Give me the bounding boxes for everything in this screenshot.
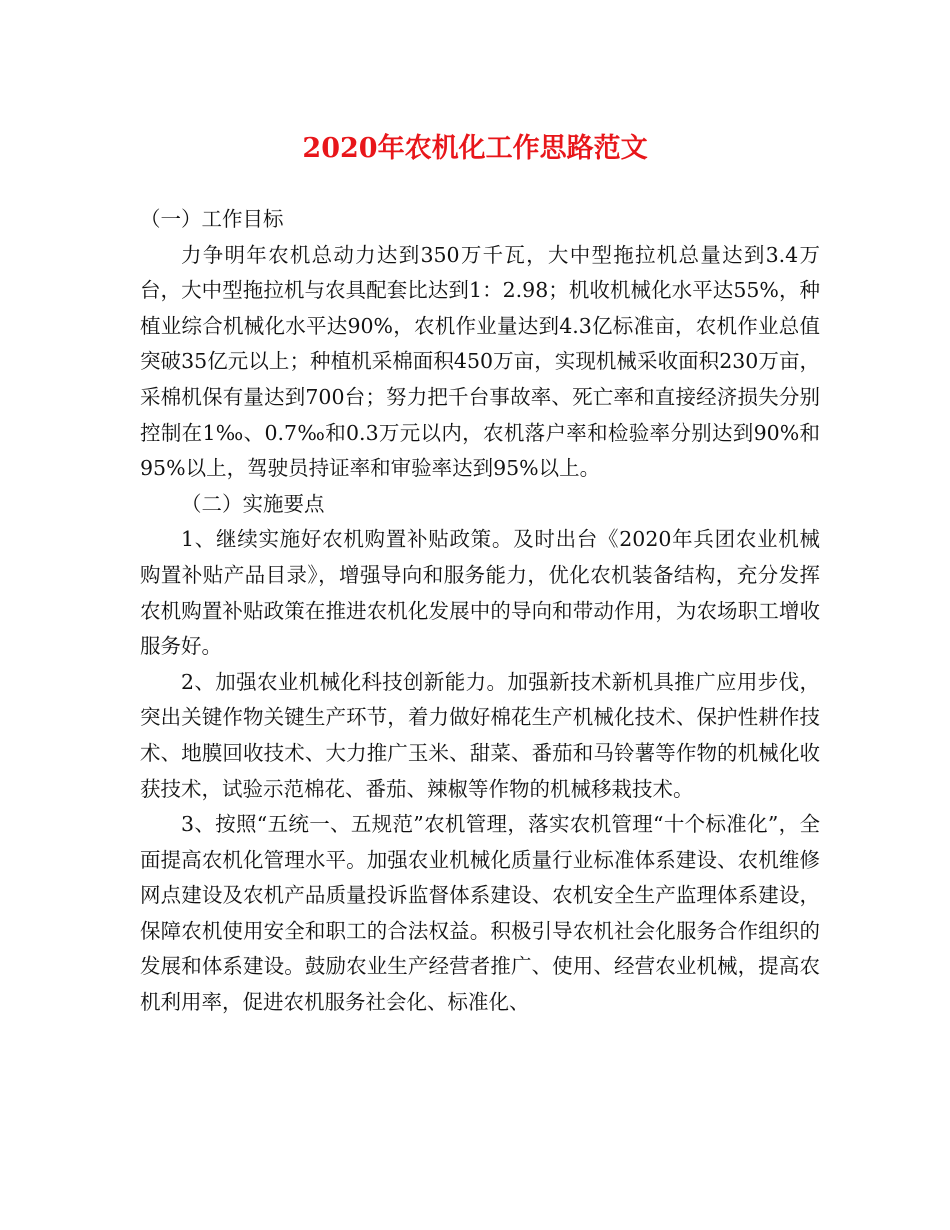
- document-title: 2020年农机化工作思路范文: [302, 133, 648, 164]
- section-heading-key-points: （二）实施要点: [181, 491, 325, 516]
- document-body: [140, 202, 820, 1021]
- paragraph-point-1: 1、继续实施好农机购置补贴政策。及时出台《2020年兵团农业机械购置补贴产品目录》，增强导向和服务能力，优化农机装备结构，充分发挥农机购置补贴政策在推进农机化发展中的导向和带动作用，为农场职工增收服务好。: [140, 527, 820, 659]
- paragraph-goals: 力争明年农机总动力达到350万千瓦，大中型拖拉机总量达到3.4万台，大中型拖拉机与农具配套比达到1：2.98；机收机械化水平达55%，种植业综合机械化水平达90%，农机作业量达到4.3亿标准亩，农机作业总值突破35亿元以上；种植机采棉面积450万亩，实现机械采收面积230万亩，采棉机保有量达到700台；努力把千台事故率、死亡率和直接经济损失分别控制在1‰、0.7‰和0.3万元以内，农机落户率和检验率分别达到90%和95%以上，驾驶员持证率和审验率达到95%以上。: [140, 242, 820, 481]
- section-heading-goals: （一）工作目标: [140, 207, 284, 231]
- paragraph-point-3: 3、按照“五统一、五规范”农机管理，落实农机管理“十个标准化”，全面提高农机化管理水平。加强农业机械化质量行业标准体系建设、农机维修网点建设及农机产品质量投诉监督体系建设、农机安全生产监理体系建设，保障农机使用安全和职工的合法权益。积极引导农机社会化服务合作组织的发展和体系建设。鼓励农业生产经营者推广、使用、经营农业机械，提高农机利用率，促进农机服务社会化、标准化、: [140, 812, 820, 1015]
- paragraph-point-2: 2、加强农业机械化科技创新能力。加强新技术新机具推广应用步伐，突出关键作物关键生产环节，着力做好棉花生产机械化技术、保护性耕作技术、地膜回收技术、大力推广玉米、甜菜、番茄和马铃薯等作物的机械化收获技术，试验示范棉花、番茄、辣椒等作物的机械移栽技术。: [140, 669, 820, 801]
